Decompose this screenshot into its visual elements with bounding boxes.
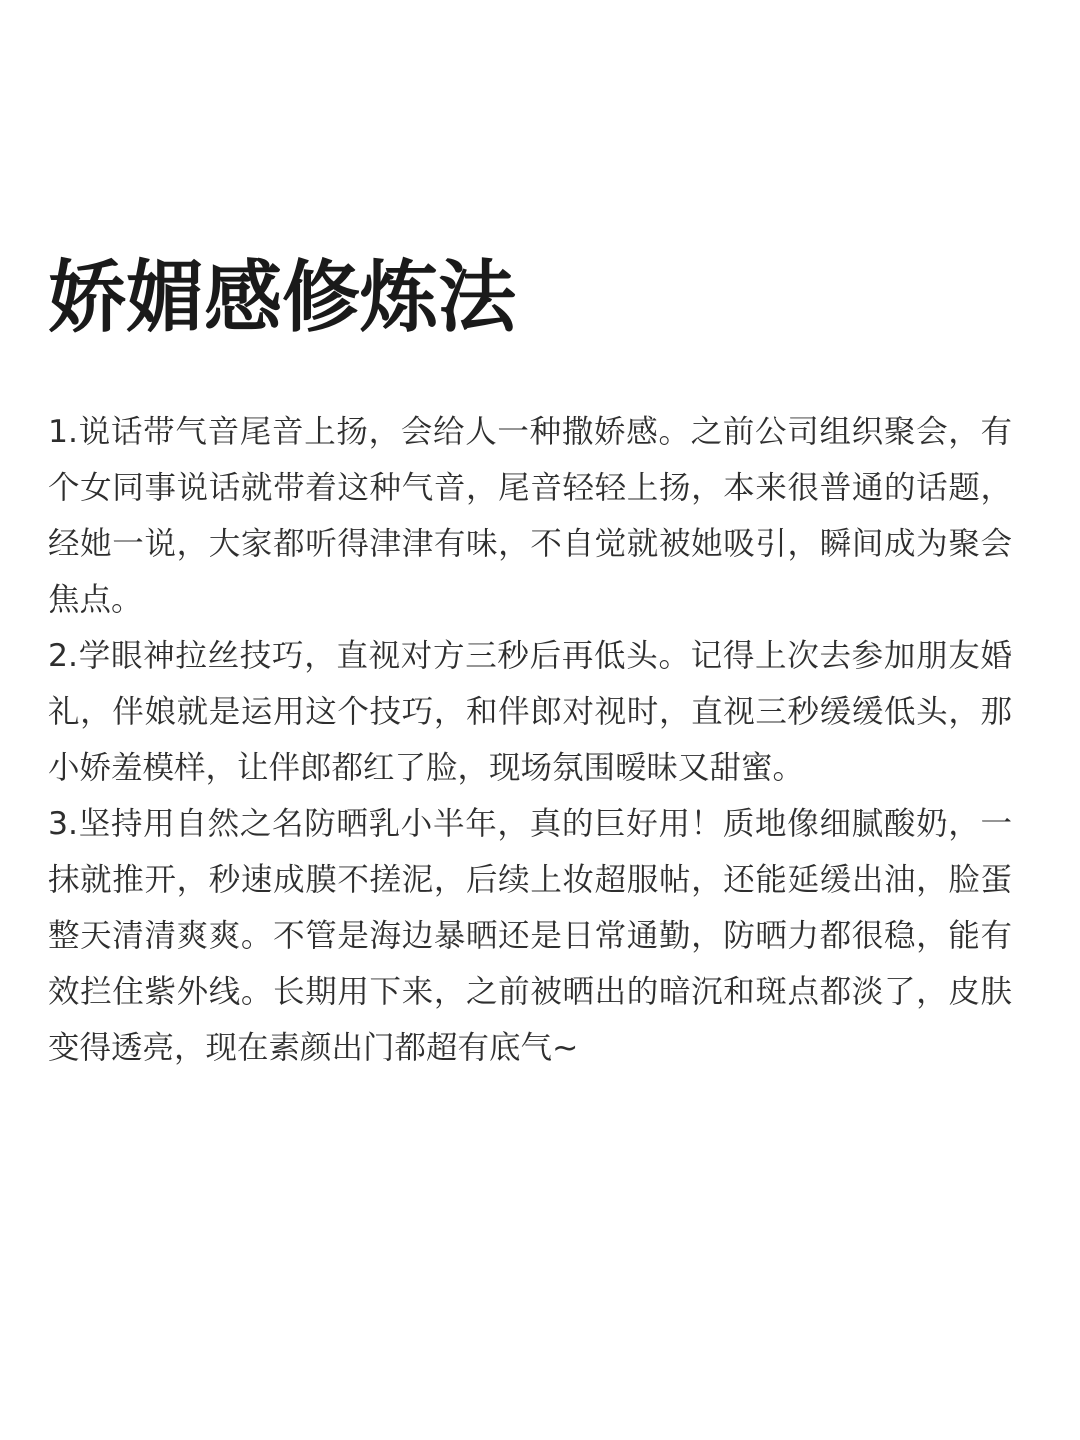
tip-paragraph-3: 3.坚持用自然之名防晒乳小半年，真的巨好用！质地像细腻酸奶，一抹就推开，秒速成膜不搓泥，后续上妆超服帖，还能延缓出油，脸蛋整天清清爽爽。不管是海边暴晒还是日常通勤，防晒力都很稳，能有效拦住紫外线。长期用下来，之前被晒出的暗沉和斑点都淡了，皮肤变得透亮，现在素颜出门都超有底气~	[48, 806, 1012, 1066]
tip-paragraph-2: 2.学眼神拉丝技巧，直视对方三秒后再低头。记得上次去参加朋友婚礼，伴娘就是运用这个技巧，和伴郎对视时，直视三秒缓缓低头，那小娇羞模样，让伴郎都红了脸，现场氛围暧昧又甜蜜。	[48, 638, 1012, 786]
article-body	[48, 404, 1012, 1076]
article-title: 娇媚感修炼法	[48, 253, 517, 343]
tip-paragraph-1: 1.说话带气音尾音上扬，会给人一种撒娇感。之前公司组织聚会，有个女同事说话就带着这种气音，尾音轻轻上扬，本来很普通的话题，经她一说，大家都听得津津有味，不自觉就被她吸引，瞬间成为聚会焦点。	[48, 414, 1012, 618]
